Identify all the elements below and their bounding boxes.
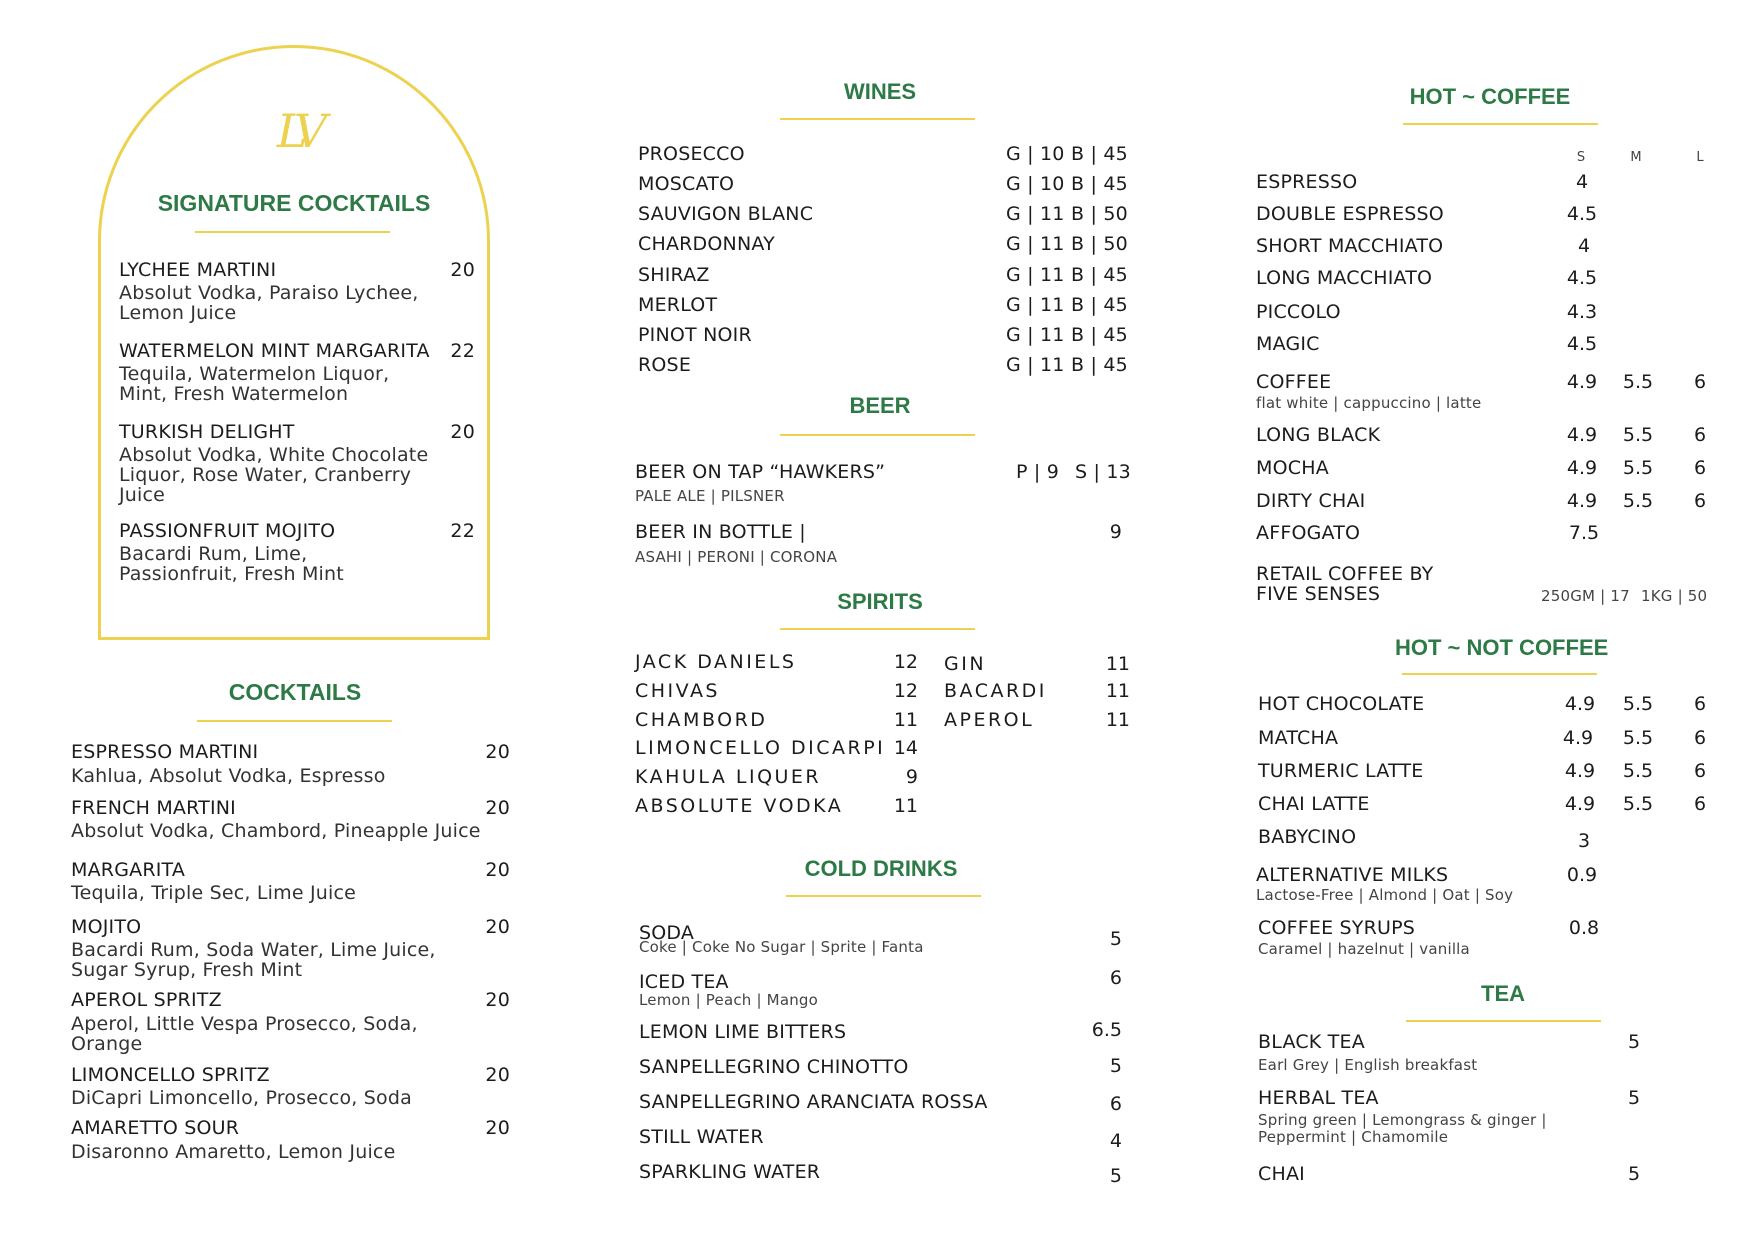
retail-coffee-label-line2: FIVE SENSES (1256, 583, 1381, 605)
drink-name: SODA (639, 922, 695, 944)
drink-name: CHAI LATTE (1258, 793, 1370, 815)
item-price: 22 (450, 340, 475, 362)
drink-name: ALTERNATIVE MILKS (1256, 864, 1449, 886)
wines-heading: WINES (843, 79, 917, 104)
drink-name: SPARKLING WATER (639, 1161, 821, 1183)
wine-name: ROSE (638, 354, 692, 376)
wine-glass-price: G | 11 (1006, 354, 1065, 376)
coffee-name: LONG BLACK (1256, 424, 1381, 446)
price-large: 6 (1693, 693, 1707, 715)
price-small: 4.5 (1566, 267, 1598, 289)
tea-heading: TEA (1481, 981, 1525, 1006)
drink-price: 5 (1109, 1055, 1122, 1077)
wine-bottle-price: B | 45 (1071, 294, 1128, 316)
price-medium: 5.5 (1622, 693, 1654, 715)
spirit-price: 11 (1105, 680, 1130, 702)
retail-price-250gm: 250GM | 17 (1541, 587, 1630, 605)
cold-drinks-heading-rule (786, 895, 981, 897)
item-description: Kahlua, Absolut Vodka, Espresso (71, 765, 386, 787)
price-medium: 5.5 (1622, 793, 1654, 815)
item-description: DiCapri Limoncello, Prosecco, Soda (71, 1087, 412, 1109)
wine-glass-price: G | 11 (1006, 294, 1065, 316)
spirit-price: 9 (905, 766, 918, 788)
tea-heading-rule (1406, 1020, 1601, 1022)
spirit-name: CHAMBORD (635, 709, 768, 731)
spirits-heading: SPIRITS (837, 589, 923, 614)
coffee-name: LONG MACCHIATO (1256, 267, 1433, 289)
tea-subtext: Spring green | Lemongrass & ginger | (1258, 1111, 1547, 1129)
price-small: 0.9 (1566, 864, 1598, 886)
drink-name: TURMERIC LATTE (1258, 760, 1424, 782)
item-price: 20 (485, 1064, 510, 1086)
item-price: 20 (485, 916, 510, 938)
price-medium: 5.5 (1622, 371, 1654, 393)
wine-name: MERLOT (638, 294, 718, 316)
item-price: 20 (485, 1117, 510, 1139)
coffee-name: MOCHA (1256, 457, 1329, 479)
price-small: 3 (1577, 830, 1591, 852)
price-small: 4.9 (1566, 490, 1598, 512)
price-small: 4.3 (1566, 301, 1598, 323)
drink-subtext: Caramel | hazelnut | vanilla (1258, 940, 1470, 958)
drink-name: HOT CHOCOLATE (1258, 693, 1425, 715)
tea-subtext: Peppermint | Chamomile (1258, 1128, 1449, 1146)
tea-name: BLACK TEA (1258, 1031, 1365, 1053)
wine-name: MOSCATO (638, 173, 735, 195)
drink-price: 5 (1109, 1165, 1122, 1187)
price-medium: 5.5 (1622, 490, 1654, 512)
wine-bottle-price: B | 50 (1071, 233, 1128, 255)
retail-price-1kg: 1KG | 50 (1641, 587, 1708, 605)
tea-name: HERBAL TEA (1258, 1087, 1379, 1109)
signature-cocktails-heading: SIGNATURE COCKTAILS (157, 190, 431, 216)
wine-glass-price: G | 11 (1006, 324, 1065, 346)
beer-schooner-price: S | 13 (1075, 461, 1131, 483)
spirit-price: 12 (893, 680, 918, 702)
coffee-subtext: flat white | cappuccino | latte (1256, 394, 1482, 412)
price-small: 4.9 (1564, 760, 1596, 782)
price-small: 4.5 (1566, 203, 1598, 225)
price-small: 0.8 (1568, 917, 1600, 939)
drink-name: BABYCINO (1258, 826, 1357, 848)
spirit-price: 14 (893, 737, 918, 759)
price-large: 6 (1693, 793, 1707, 815)
drink-price: 6.5 (1091, 1019, 1122, 1041)
item-name: PASSIONFRUIT MOJITO (119, 520, 336, 542)
wine-name: CHARDONNAY (638, 233, 775, 255)
item-price: 20 (450, 421, 475, 443)
item-price: 20 (450, 259, 475, 281)
size-label-small: S (1576, 150, 1586, 165)
price-medium: 5.5 (1622, 457, 1654, 479)
tea-subtext: Earl Grey | English breakfast (1258, 1056, 1478, 1074)
item-description: Disaronno Amaretto, Lemon Juice (71, 1141, 396, 1163)
item-name: LYCHEE MARTINI (119, 259, 277, 281)
drink-name: COFFEE SYRUPS (1258, 917, 1416, 939)
price-large: 6 (1693, 727, 1707, 749)
beer-heading-rule (780, 434, 975, 436)
item-description: Bacardi Rum, Lime, Passionfruit, Fresh Mint (119, 543, 344, 585)
price-small: 4 (1575, 171, 1589, 193)
wines-heading-rule (780, 118, 975, 120)
item-description: Tequila, Triple Sec, Lime Juice (71, 882, 357, 904)
price-small: 7.5 (1568, 522, 1600, 544)
price-small: 4.9 (1566, 424, 1598, 446)
spirit-price: 11 (1105, 653, 1130, 675)
retail-coffee-label-line1: RETAIL COFFEE BY (1256, 563, 1434, 585)
coffee-name: DIRTY CHAI (1256, 490, 1366, 512)
price-large: 6 (1693, 457, 1707, 479)
spirit-price: 11 (893, 709, 918, 731)
beer-subtext: PALE ALE | PILSNER (635, 487, 785, 505)
tea-name: CHAI (1258, 1163, 1305, 1185)
item-name: MARGARITA (71, 859, 186, 881)
price-small: 4.5 (1566, 333, 1598, 355)
spirits-heading-rule (780, 628, 975, 630)
wine-glass-price: G | 10 (1006, 143, 1065, 165)
item-description: Absolut Vodka, Paraiso Lychee, Lemon Juice (119, 282, 419, 324)
cold-drinks-heading: COLD DRINKS (804, 856, 958, 881)
hot-coffee-heading-rule (1403, 123, 1598, 125)
item-name: AMARETTO SOUR (71, 1117, 240, 1139)
item-name: ESPRESSO MARTINI (71, 741, 259, 763)
price-small: 4.9 (1562, 727, 1594, 749)
price-small: 4 (1577, 235, 1591, 257)
wine-bottle-price: B | 50 (1071, 203, 1128, 225)
wine-name: PROSECCO (638, 143, 745, 165)
item-name: FRENCH MARTINI (71, 797, 236, 819)
item-name: MOJITO (71, 916, 142, 938)
drink-name: STILL WATER (639, 1126, 764, 1148)
drink-name: SANPELLEGRINO ARANCIATA ROSSA (639, 1091, 988, 1113)
size-label-medium: M (1630, 150, 1642, 165)
wine-bottle-price: B | 45 (1071, 354, 1128, 376)
item-description: Tequila, Watermelon Liquor, Mint, Fresh Watermelon (119, 363, 390, 405)
hot-not-coffee-heading-rule (1402, 673, 1597, 675)
price-large: 6 (1693, 371, 1707, 393)
item-price: 20 (485, 797, 510, 819)
spirit-name: APEROL (944, 709, 1035, 731)
coffee-name: AFFOGATO (1256, 522, 1361, 544)
beer-subtext: ASAHI | PERONI | CORONA (635, 548, 838, 566)
beer-name: BEER ON TAP “HAWKERS” (635, 461, 886, 483)
item-price: 20 (485, 859, 510, 881)
item-price: 20 (485, 989, 510, 1011)
price-small: 4.9 (1566, 457, 1598, 479)
wine-name: SHIRAZ (638, 264, 710, 286)
drink-name: LEMON LIME BITTERS (639, 1021, 847, 1043)
tea-price: 5 (1627, 1087, 1641, 1109)
coffee-name: SHORT MACCHIATO (1256, 235, 1444, 257)
hot-coffee-heading: HOT ~ COFFEE (1409, 84, 1571, 109)
drink-price: 5 (1109, 928, 1122, 950)
spirit-name: GIN (944, 653, 987, 675)
item-name: LIMONCELLO SPRITZ (71, 1064, 270, 1086)
item-name: APEROL SPRITZ (71, 989, 222, 1011)
spirit-name: JACK DANIELS (635, 651, 797, 673)
cocktails-heading-rule (197, 720, 392, 722)
drink-subtext: Coke | Coke No Sugar | Sprite | Fanta (639, 938, 924, 956)
price-large: 6 (1693, 760, 1707, 782)
wine-glass-price: G | 11 (1006, 233, 1065, 255)
spirit-name: ABSOLUTE VODKA (635, 795, 844, 817)
spirit-price: 11 (1105, 709, 1130, 731)
drink-subtext: Lactose-Free | Almond | Oat | Soy (1256, 886, 1514, 904)
wine-glass-price: G | 11 (1006, 203, 1065, 225)
coffee-name: ESPRESSO (1256, 171, 1358, 193)
tea-price: 5 (1627, 1163, 1641, 1185)
coffee-name: COFFEE (1256, 371, 1332, 393)
spirit-price: 12 (893, 651, 918, 673)
wine-name: SAUVIGON BLANC (638, 203, 814, 225)
beer-name: BEER IN BOTTLE | (635, 521, 806, 543)
beer-price: 9 (1109, 521, 1122, 543)
item-description: Absolut Vodka, Chambord, Pineapple Juice (71, 820, 481, 842)
item-name: TURKISH DELIGHT (119, 421, 295, 443)
price-small: 4.9 (1566, 371, 1598, 393)
item-price: 22 (450, 520, 475, 542)
wine-bottle-price: B | 45 (1071, 143, 1128, 165)
price-medium: 5.5 (1622, 727, 1654, 749)
tea-price: 5 (1627, 1031, 1641, 1053)
drink-price: 6 (1109, 967, 1122, 989)
drink-price: 6 (1109, 1093, 1122, 1115)
coffee-name: MAGIC (1256, 333, 1320, 355)
spirit-name: KAHULA LIQUER (635, 766, 822, 788)
size-label-large: L (1696, 150, 1704, 165)
cocktails-heading: COCKTAILS (228, 679, 362, 705)
wine-glass-price: G | 11 (1006, 264, 1065, 286)
drink-name: MATCHA (1258, 727, 1339, 749)
wine-bottle-price: B | 45 (1071, 324, 1128, 346)
coffee-name: DOUBLE ESPRESSO (1256, 203, 1444, 225)
wine-bottle-price: B | 45 (1071, 264, 1128, 286)
price-medium: 5.5 (1622, 424, 1654, 446)
spirit-name: BACARDI (944, 680, 1047, 702)
item-description: Absolut Vodka, White Chocolate Liquor, Rose Water, Cranberry Juice (119, 444, 429, 506)
drink-name: SANPELLEGRINO CHINOTTO (639, 1056, 909, 1078)
item-description: Aperol, Little Vespa Prosecco, Soda, Orange (71, 1013, 418, 1055)
hot-not-coffee-heading: HOT ~ NOT COFFEE (1395, 635, 1609, 660)
spirit-price: 11 (893, 795, 918, 817)
lv-logo: LV (276, 104, 320, 158)
drink-subtext: Lemon | Peach | Mango (639, 991, 819, 1009)
item-name: WATERMELON MINT MARGARITA (119, 340, 430, 362)
spirit-name: LIMONCELLO DICARPI (635, 737, 886, 759)
price-large: 6 (1693, 490, 1707, 512)
spirit-name: CHIVAS (635, 680, 720, 702)
price-small: 4.9 (1564, 693, 1596, 715)
price-small: 4.9 (1564, 793, 1596, 815)
wine-name: PINOT NOIR (638, 324, 752, 346)
coffee-name: PICCOLO (1256, 301, 1341, 323)
item-price: 20 (485, 741, 510, 763)
beer-heading: BEER (849, 393, 911, 418)
price-large: 6 (1693, 424, 1707, 446)
price-medium: 5.5 (1622, 760, 1654, 782)
beer-pint-price: P | 9 (1016, 461, 1060, 483)
signature-heading-rule (195, 231, 390, 233)
drink-price: 4 (1109, 1130, 1122, 1152)
drink-name: ICED TEA (639, 971, 729, 993)
item-description: Bacardi Rum, Soda Water, Lime Juice, Sugar Syrup, Fresh Mint (71, 939, 436, 981)
wine-bottle-price: B | 45 (1071, 173, 1128, 195)
wine-glass-price: G | 10 (1006, 173, 1065, 195)
